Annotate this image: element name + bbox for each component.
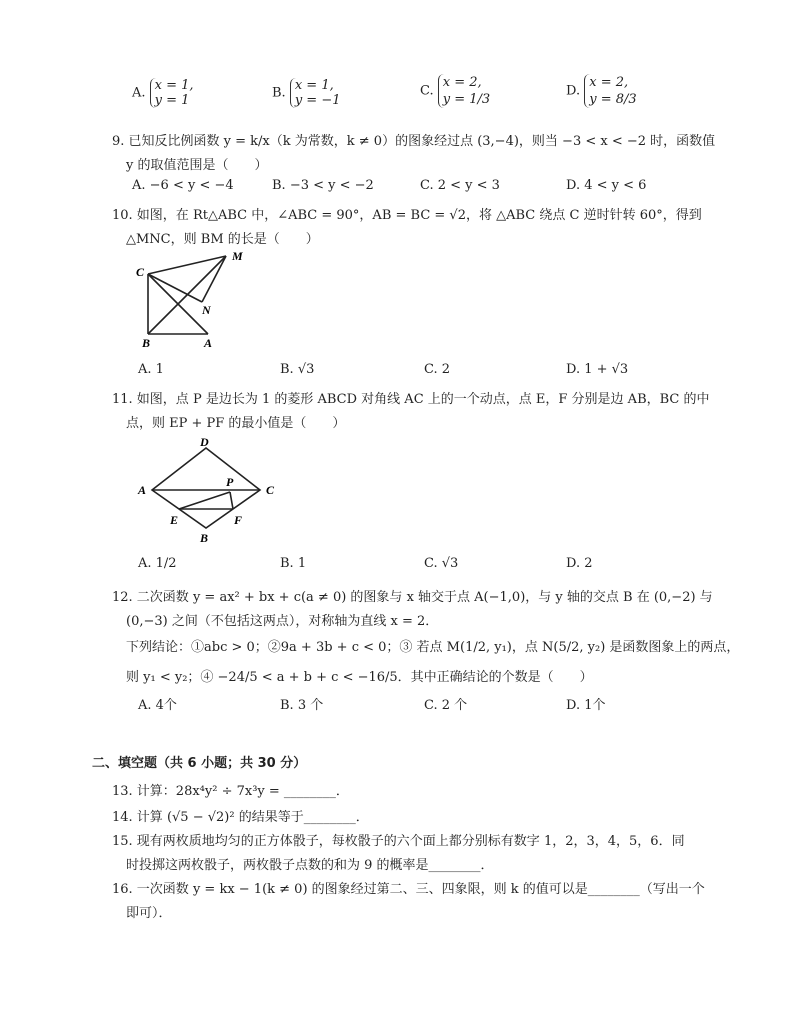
q11-option-a: A. 1/2 [138,556,177,571]
q12-stem-line4: 则 y₁ < y₂；④ −24/5 < a + b + c < −16/5．其中正确结论的个数是（ ） [126,670,593,685]
q8-option-a: A. x = 1, y = 1 [132,78,194,108]
q12-option-d: D. 1个 [566,698,606,713]
q10-option-a: A. 1 [138,362,164,377]
q8-option-c: C. x = 2, y = 1/3 [420,75,491,107]
q11-label-a: A [138,483,147,497]
q11-label-p: P [226,475,234,489]
q9-stem-line2: y 的取值范围是（ ） [126,158,268,173]
q13: 13. 计算：28x⁴y² ÷ 7x³y = ________． [112,784,349,799]
q12-stem-line2: (0,−3) 之间（不包括这两点），对称轴为直线 x = 2． [126,614,439,629]
q11-figure [130,432,290,546]
q11-label-b: B [200,531,209,545]
q10-option-b: B. √3 [280,362,315,377]
q10-option-d: D. 1 + √3 [566,362,629,377]
q12-option-a: A. 4个 [138,698,177,713]
q11-option-c: C. √3 [424,556,459,571]
q10-stem-line1: 10. 如图，在 Rt△ABC 中，∠ABC = 90°，AB = BC = √2，将 △ABC 绕点 C 逆时针转 60°，得到 [112,208,702,223]
q10-stem-line2: △MNC，则 BM 的长是（ ） [126,232,319,247]
q10-label-m: M [232,250,243,263]
section-title: 二、填空题（共 6 小题；共 30 分） [92,756,307,771]
q15-line2: 时投掷这两枚骰子，两枚骰子点数的和为 9 的概率是________． [126,858,494,873]
q8-option-d: D. x = 2, y = 8/3 [566,75,637,107]
q9-option-b: B. −3 < y < −2 [272,178,374,193]
q10-label-c: C [136,265,145,279]
q9-option-d: D. 4 < y < 6 [566,178,647,193]
q11-label-c: C [266,483,275,497]
q11-option-d: D. 2 [566,556,593,571]
q12-option-b: B. 3 个 [280,698,324,713]
q9-stem-line1: 9. 已知反比例函数 y = k/x（k 为常数，k ≠ 0）的图象经过点 (3,−4)，则当 −3 < x < −2 时，函数值 [112,134,716,149]
q9-option-c: C. 2 < y < 3 [420,178,500,193]
q11-figure-lines [152,448,260,528]
q11-label-d: D [200,435,209,449]
q12-stem-line1: 12. 二次函数 y = ax² + bx + c(a ≠ 0) 的图象与 x 轴交于点 A(−1,0)，与 y 轴的交点 B 在 (0,−2) 与 [112,590,713,605]
q11-label-f: F [234,513,243,527]
q11-label-e: E [170,513,179,527]
q10-figure [130,250,260,350]
q16-line1: 16. 一次函数 y = kx − 1(k ≠ 0) 的图象经过第二、三、四象限，则 k 的值可以是________（写出一个 [112,882,705,897]
q12-stem-line3: 下列结论：①abc > 0；②9a + 3b + c < 0；③ 若点 M(1/2, y₁)，点 N(5/2, y₂) 是函数图象上的两点， [126,640,740,655]
q11-stem-line2: 点，则 EP + PF 的最小值是（ ） [126,416,346,431]
q10-option-c: C. 2 [424,362,451,377]
q12-option-c: C. 2 个 [424,698,468,713]
q8-option-b: B. x = 1, y = −1 [272,78,341,108]
q11-stem-line1: 11. 如图，点 P 是边长为 1 的菱形 ABCD 对角线 AC 上的一个动点，点 E，F 分别是边 AB，BC 的中 [112,392,710,407]
q16-line2: 即可）． [126,906,172,921]
q15-line1: 15. 现有两枚质地均匀的正方体骰子，每枚骰子的六个面上都分别标有数字 1，2，3，4，5，6．同 [112,834,685,849]
q10-label-n: N [202,303,211,317]
q10-figure-lines [148,256,226,334]
q9-option-a: A. −6 < y < −4 [132,178,234,193]
q14: 14. 计算 (√5 − √2)² 的结果等于________． [112,810,369,825]
q10-label-b: B [142,336,151,350]
q11-option-b: B. 1 [280,556,307,571]
q10-label-a: A [204,336,213,350]
